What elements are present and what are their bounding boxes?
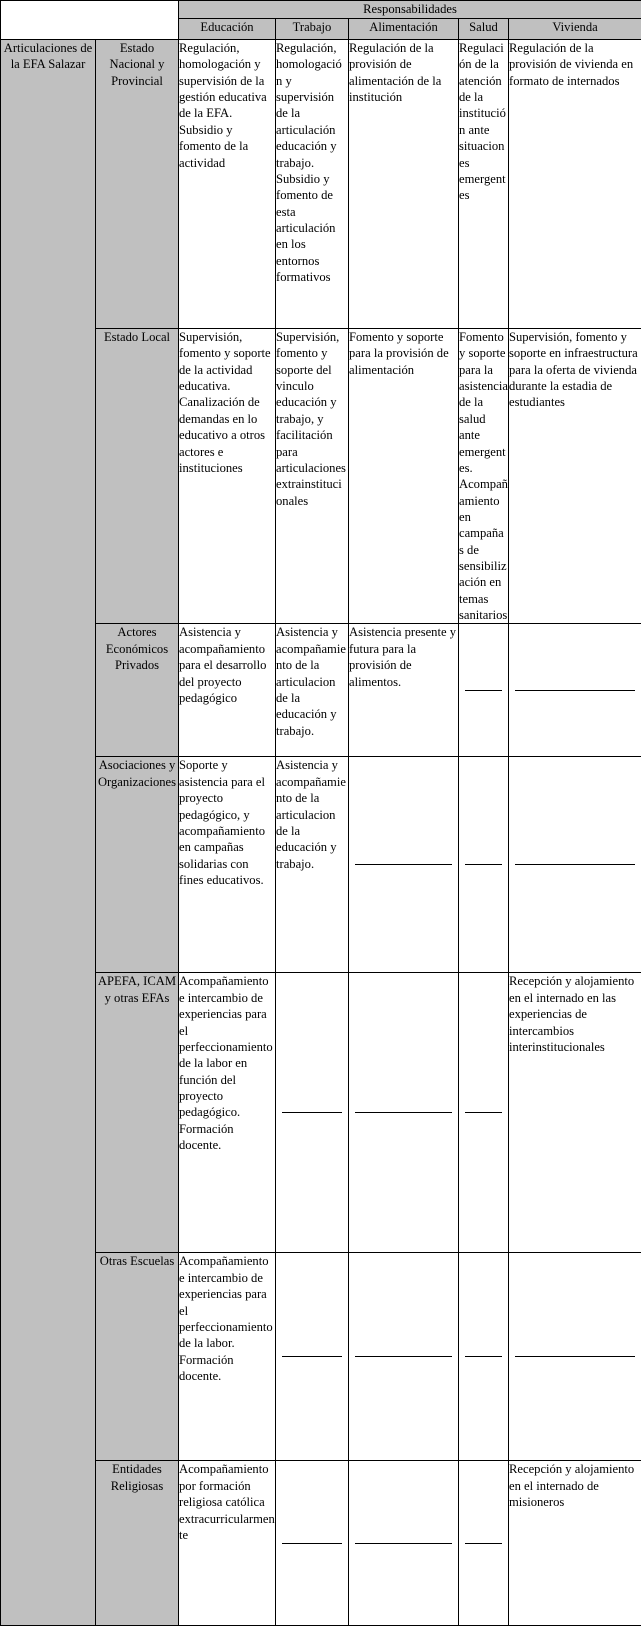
table-row [1, 757, 641, 973]
header-col-vivienda: Vivienda [509, 19, 641, 40]
actor-label-entidades-religiosas: Entidades Religiosas [96, 1461, 179, 1626]
table-row [1, 1253, 641, 1461]
actor-label-apefa-icam: APEFA, ICAM y otras EFAs [96, 973, 179, 1253]
cell-estado-local-salud: Fomento y soporte para la asistencia de la salud ante emergentes. Acompañamiento en campañas de sensibilización en temas sanitarios [459, 329, 509, 624]
cell-actores-economicos-salud [459, 624, 509, 757]
empty-cell-rule [465, 1356, 502, 1357]
actor-label-actores-economicos: Actores Económicos Privados [96, 624, 179, 757]
header-responsabilidades: Responsabilidades [179, 1, 641, 19]
empty-cell-rule [355, 1112, 452, 1113]
cell-asociaciones-salud [459, 757, 509, 973]
cell-apefa-icam-alimentacion [349, 973, 459, 1253]
empty-cell-rule [282, 1356, 342, 1357]
empty-cell-rule [282, 1112, 342, 1113]
cell-estado-nacional-salud: Regulación de la atención de la institución ante situaciones emergentes [459, 40, 509, 329]
cell-apefa-icam-salud [459, 973, 509, 1253]
cell-asociaciones-vivienda [509, 757, 641, 973]
cell-apefa-icam-educacion: Acompañamiento e intercambio de experiencias para el perfeccionamiento de la labor en función del proyecto pedagógico. Formación docente. [179, 973, 276, 1253]
row-group-label-articulaciones: Articulaciones de la EFA Salazar [1, 40, 96, 1626]
actor-label-asociaciones: Asociaciones y Organizaciones [96, 757, 179, 973]
empty-cell-rule [465, 1112, 502, 1113]
table-row [1, 329, 641, 624]
cell-estado-local-trabajo: Supervisión, fomento y soporte del vinculo educación y trabajo, y facilitación para articulaciones extrainstitucionales [276, 329, 349, 624]
header-col-salud: Salud [459, 19, 509, 40]
header-row-group [1, 1, 641, 19]
cell-entidades-religiosas-vivienda: Recepción y alojamiento en el internado de misioneros [509, 1461, 641, 1626]
cell-actores-economicos-trabajo: Asistencia y acompañamiento de la articulacion de la educación y trabajo. [276, 624, 349, 757]
header-col-alimentacion: Alimentación [349, 19, 459, 40]
empty-cell-rule [282, 1543, 342, 1544]
cell-otras-escuelas-vivienda [509, 1253, 641, 1461]
empty-cell-rule [465, 1543, 502, 1544]
empty-cell-rule [355, 864, 452, 865]
table-row [1, 624, 641, 757]
cell-entidades-religiosas-educacion: Acompañamiento por formación religiosa católica extracurricularmente [179, 1461, 276, 1626]
empty-cell-rule [465, 690, 502, 691]
empty-cell-rule [465, 864, 502, 865]
empty-cell-rule [355, 1543, 452, 1544]
cell-asociaciones-trabajo: Asistencia y acompañamiento de la articulacion de la educación y trabajo. [276, 757, 349, 973]
cell-estado-local-vivienda: Supervisión, fomento y soporte en infraestructura para la oferta de vivienda durante la estadia de estudiantes [509, 329, 641, 624]
cell-estado-local-educacion: Supervisión, fomento y soporte de la actividad educativa. Canalización de demandas en lo educativo a otros actores e instituciones [179, 329, 276, 624]
cell-apefa-icam-vivienda: Recepción y alojamiento en el internado en las experiencias de intercambios interinstitucionales [509, 973, 641, 1253]
cell-entidades-religiosas-trabajo [276, 1461, 349, 1626]
cell-otras-escuelas-trabajo [276, 1253, 349, 1461]
table-row [1, 1461, 641, 1626]
corner-blank-cell [1, 1, 179, 40]
cell-asociaciones-educacion: Soporte y asistencia para el proyecto pedagógico, y acompañamiento en campañas solidarias con fines educativos. [179, 757, 276, 973]
cell-actores-economicos-alimentacion: Asistencia presente y futura para la provisión de alimentos. [349, 624, 459, 757]
cell-entidades-religiosas-alimentacion [349, 1461, 459, 1626]
actor-label-otras-escuelas: Otras Escuelas [96, 1253, 179, 1461]
empty-cell-rule [515, 864, 635, 865]
actor-label-estado-nacional: Estado Nacional y Provincial [96, 40, 179, 329]
cell-otras-escuelas-alimentacion [349, 1253, 459, 1461]
cell-asociaciones-alimentacion [349, 757, 459, 973]
cell-entidades-religiosas-salud [459, 1461, 509, 1626]
table-row [1, 973, 641, 1253]
cell-estado-nacional-alimentacion: Regulación de la provisión de alimentación de la institución [349, 40, 459, 329]
actor-label-estado-local: Estado Local [96, 329, 179, 624]
cell-apefa-icam-trabajo [276, 973, 349, 1253]
cell-estado-nacional-vivienda: Regulación de la provisión de vivienda en formato de internados [509, 40, 641, 329]
cell-otras-escuelas-salud [459, 1253, 509, 1461]
header-col-trabajo: Trabajo [276, 19, 349, 40]
cell-otras-escuelas-educacion: Acompañamiento e intercambio de experiencias para el perfeccionamiento de la labor. Formación docente. [179, 1253, 276, 1461]
cell-estado-nacional-trabajo: Regulación, homologación y supervisión de la articulación educación y trabajo. Subsidio y fomento de esta articulación en los entornos formativos [276, 40, 349, 329]
cell-actores-economicos-educacion: Asistencia y acompañamiento para el desarrollo del proyecto pedagógico [179, 624, 276, 757]
table-row [1, 40, 641, 329]
empty-cell-rule [355, 1356, 452, 1357]
cell-estado-local-alimentacion: Fomento y soporte para la provisión de alimentación [349, 329, 459, 624]
empty-cell-rule [515, 690, 635, 691]
header-col-educacion: Educación [179, 19, 276, 40]
cell-actores-economicos-vivienda [509, 624, 641, 757]
cell-estado-nacional-educacion: Regulación, homologación y supervisión de la gestión educativa de la EFA. Subsidio y fomento de la actividad [179, 40, 276, 329]
empty-cell-rule [515, 1356, 635, 1357]
